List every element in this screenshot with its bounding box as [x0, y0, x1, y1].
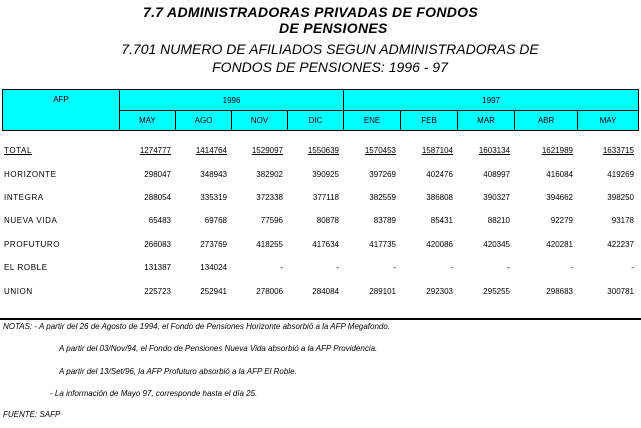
source-note: FUENTE: SAFP — [3, 410, 61, 419]
afp-name-cell: NUEVA VIDA — [4, 216, 58, 226]
value-cell: 278006 — [256, 286, 283, 296]
value-cell: 131387 — [144, 263, 171, 273]
value-cell: 292303 — [426, 286, 453, 296]
value-cell: 85431 — [430, 216, 453, 226]
afp-column-header: AFP — [3, 90, 120, 131]
value-cell: 295255 — [483, 286, 510, 296]
value-cell: 298047 — [144, 169, 171, 179]
value-cell: - — [393, 263, 396, 273]
value-cell: - — [631, 263, 634, 273]
value-cell: - — [507, 263, 510, 273]
value-cell: 419269 — [607, 169, 634, 179]
afp-name-cell: EL ROBLE — [4, 263, 48, 273]
value-cell: 382559 — [369, 192, 396, 202]
month-header: MAY — [120, 111, 176, 131]
afp-name-cell: HORIZONTE — [4, 169, 57, 179]
value-cell: 402476 — [426, 169, 453, 179]
value-cell: 1587104 — [421, 146, 453, 156]
value-cell: 372338 — [256, 192, 283, 202]
value-cell: 418255 — [256, 239, 283, 249]
value-cell: 1550639 — [307, 146, 339, 156]
value-cell: 1274777 — [139, 146, 171, 156]
value-cell: 386808 — [426, 192, 453, 202]
value-cell: 390327 — [483, 192, 510, 202]
value-cell: 298683 — [546, 286, 573, 296]
value-cell: 284084 — [312, 286, 339, 296]
value-cell: 420345 — [483, 239, 510, 249]
data-table — [2, 139, 638, 303]
section-title-line1: 7.7 ADMINISTRADORAS PRIVADAS DE FONDOS — [143, 4, 478, 20]
month-header: MAR — [458, 111, 515, 131]
year-header-1997: 1997 — [344, 90, 639, 111]
note-1: NOTAS: - A partir del 26 de Agosto de 1994, el Fondo de Pensiones Horizonte absorbió a la AFP Megafondo. — [3, 322, 391, 331]
value-cell: 416084 — [546, 169, 573, 179]
value-cell: 65483 — [148, 216, 171, 226]
value-cell: - — [280, 263, 283, 273]
value-cell: 408997 — [483, 169, 510, 179]
note-3: A partir del 13/Set/96, la AFP Profuturo absorbió a la AFP El Roble. — [59, 367, 297, 376]
value-cell: 83789 — [373, 216, 396, 226]
table-row — [2, 162, 638, 185]
value-cell: 1529097 — [251, 146, 283, 156]
section-title — [143, 4, 563, 36]
month-header: FEB — [401, 111, 458, 131]
value-cell: 348943 — [200, 169, 227, 179]
value-cell: 80878 — [316, 216, 339, 226]
table-header — [2, 89, 639, 131]
value-cell: 88210 — [487, 216, 510, 226]
table-subtitle-line2: FONDOS DE PENSIONES: 1996 - 97 — [212, 59, 448, 75]
value-cell: 225723 — [144, 286, 171, 296]
month-header: ABR — [515, 111, 578, 131]
value-cell: 422237 — [607, 239, 634, 249]
month-header: AGO — [176, 111, 232, 131]
table-row — [2, 139, 638, 162]
value-cell: - — [570, 263, 573, 273]
value-cell: 92279 — [550, 216, 573, 226]
value-cell: 1633715 — [602, 146, 634, 156]
afp-name-cell: PROFUTURO — [4, 239, 61, 249]
value-cell: 1570453 — [364, 146, 396, 156]
table-row — [2, 233, 638, 256]
value-cell: 93178 — [611, 216, 634, 226]
table-row — [2, 279, 638, 302]
table-subtitle-line1: 7.701 NUMERO DE AFILIADOS SEGUN ADMINISTRADORAS DE — [121, 41, 539, 57]
value-cell: - — [450, 263, 453, 273]
value-cell: 1603134 — [478, 146, 510, 156]
value-cell: 398250 — [607, 192, 634, 202]
year-header-1996: 1996 — [120, 90, 344, 111]
value-cell: 273769 — [200, 239, 227, 249]
value-cell: 1414764 — [195, 146, 227, 156]
value-cell: 377118 — [312, 192, 339, 202]
table-subtitle — [110, 40, 550, 76]
value-cell: 1621989 — [541, 146, 573, 156]
month-header: MAY — [578, 111, 639, 131]
table-row — [2, 186, 638, 209]
month-header: ENE — [344, 111, 401, 131]
table-row — [2, 209, 638, 232]
value-cell: 300781 — [607, 286, 634, 296]
note-2: A partir del 03/Nov/94, el Fondo de Pensiones Nueva Vida absorbió a la AFP Providencia. — [59, 344, 378, 353]
table-row — [2, 256, 638, 279]
value-cell: 420086 — [426, 239, 453, 249]
value-cell: 390925 — [312, 169, 339, 179]
afp-name-cell: TOTAL — [4, 146, 33, 156]
value-cell: 417634 — [312, 239, 339, 249]
value-cell: 397269 — [369, 169, 396, 179]
value-cell: 252941 — [200, 286, 227, 296]
value-cell: 420281 — [546, 239, 573, 249]
divider-line — [0, 318, 641, 320]
value-cell: 69768 — [204, 216, 227, 226]
value-cell: 77596 — [260, 216, 283, 226]
note-4: - La información de Mayo 97, corresponde hasta el día 25. — [50, 389, 258, 398]
value-cell: - — [336, 263, 339, 273]
value-cell: 417735 — [369, 239, 396, 249]
value-cell: 266083 — [144, 239, 171, 249]
value-cell: 288054 — [144, 192, 171, 202]
afp-name-cell: INTEGRA — [4, 192, 44, 202]
value-cell: 382902 — [256, 169, 283, 179]
month-header: NOV — [232, 111, 288, 131]
value-cell: 289101 — [369, 286, 396, 296]
value-cell: 134024 — [200, 263, 227, 273]
afp-name-cell: UNION — [4, 286, 33, 296]
section-title-line2: DE PENSIONES — [279, 20, 388, 36]
value-cell: 335319 — [200, 192, 227, 202]
month-header: DIC — [288, 111, 344, 131]
value-cell: 394662 — [546, 192, 573, 202]
